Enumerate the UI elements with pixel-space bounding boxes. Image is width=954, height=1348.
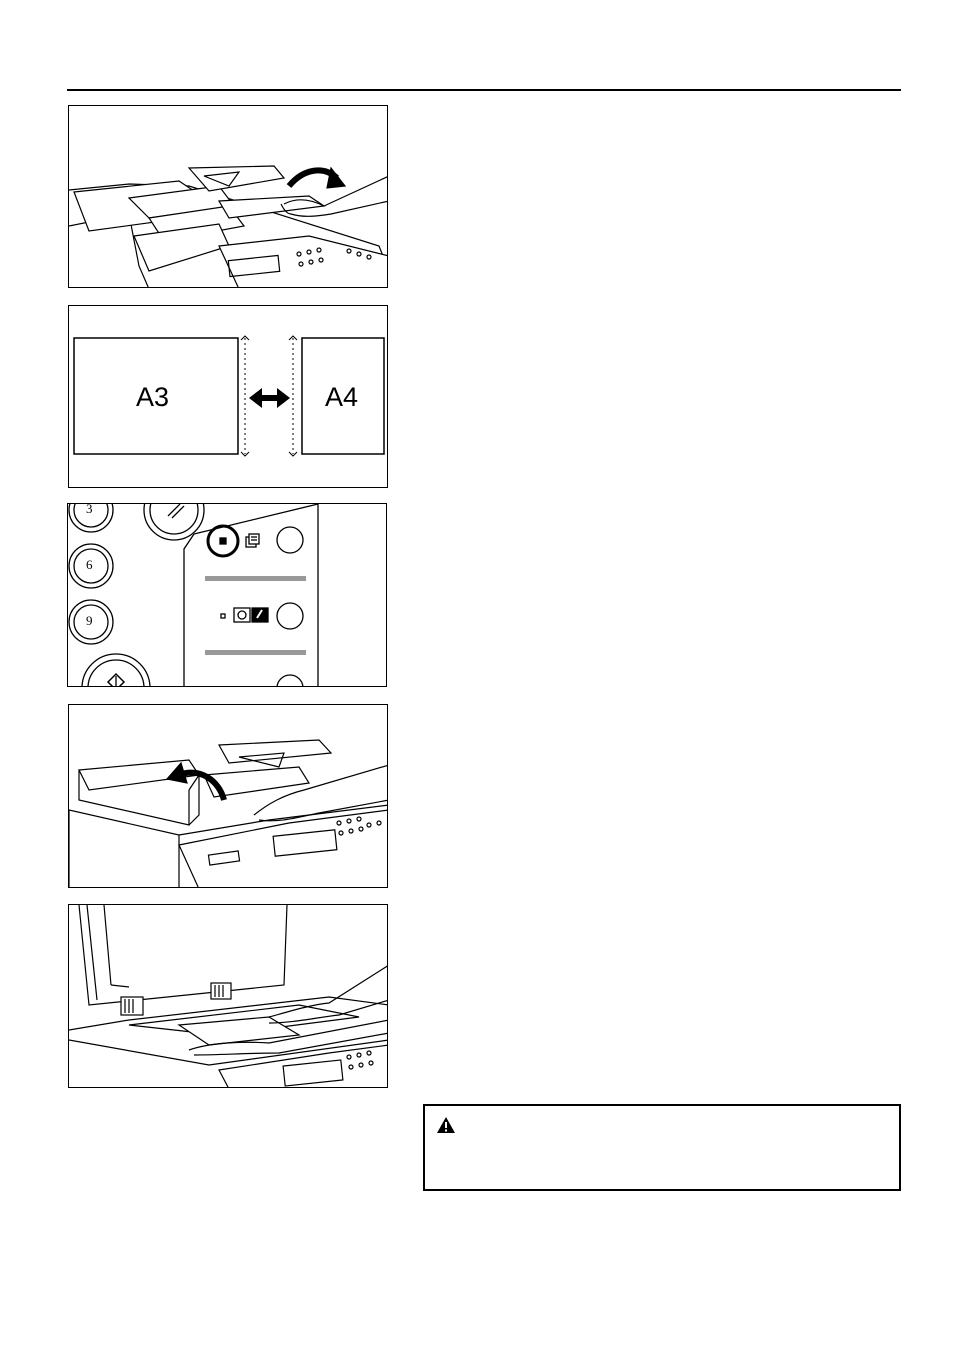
figure-open-processor [68,105,388,288]
keypad-key-9: 9 [86,613,93,628]
paper-size-left-label: A3 [136,382,170,412]
paper-size-right-label: A4 [325,382,359,412]
warning-triangle-icon [436,1116,456,1134]
figure-close-processor [68,704,388,888]
keypad-key-3: 3 [86,503,93,516]
figure-operation-panel [67,503,387,687]
figure-place-original [68,904,388,1088]
double-arrow-icon [249,388,290,408]
header-rule [67,89,901,91]
keypad-key-6: 6 [86,557,93,572]
warning-box [423,1104,901,1191]
figure-paper-sizes [68,305,388,488]
